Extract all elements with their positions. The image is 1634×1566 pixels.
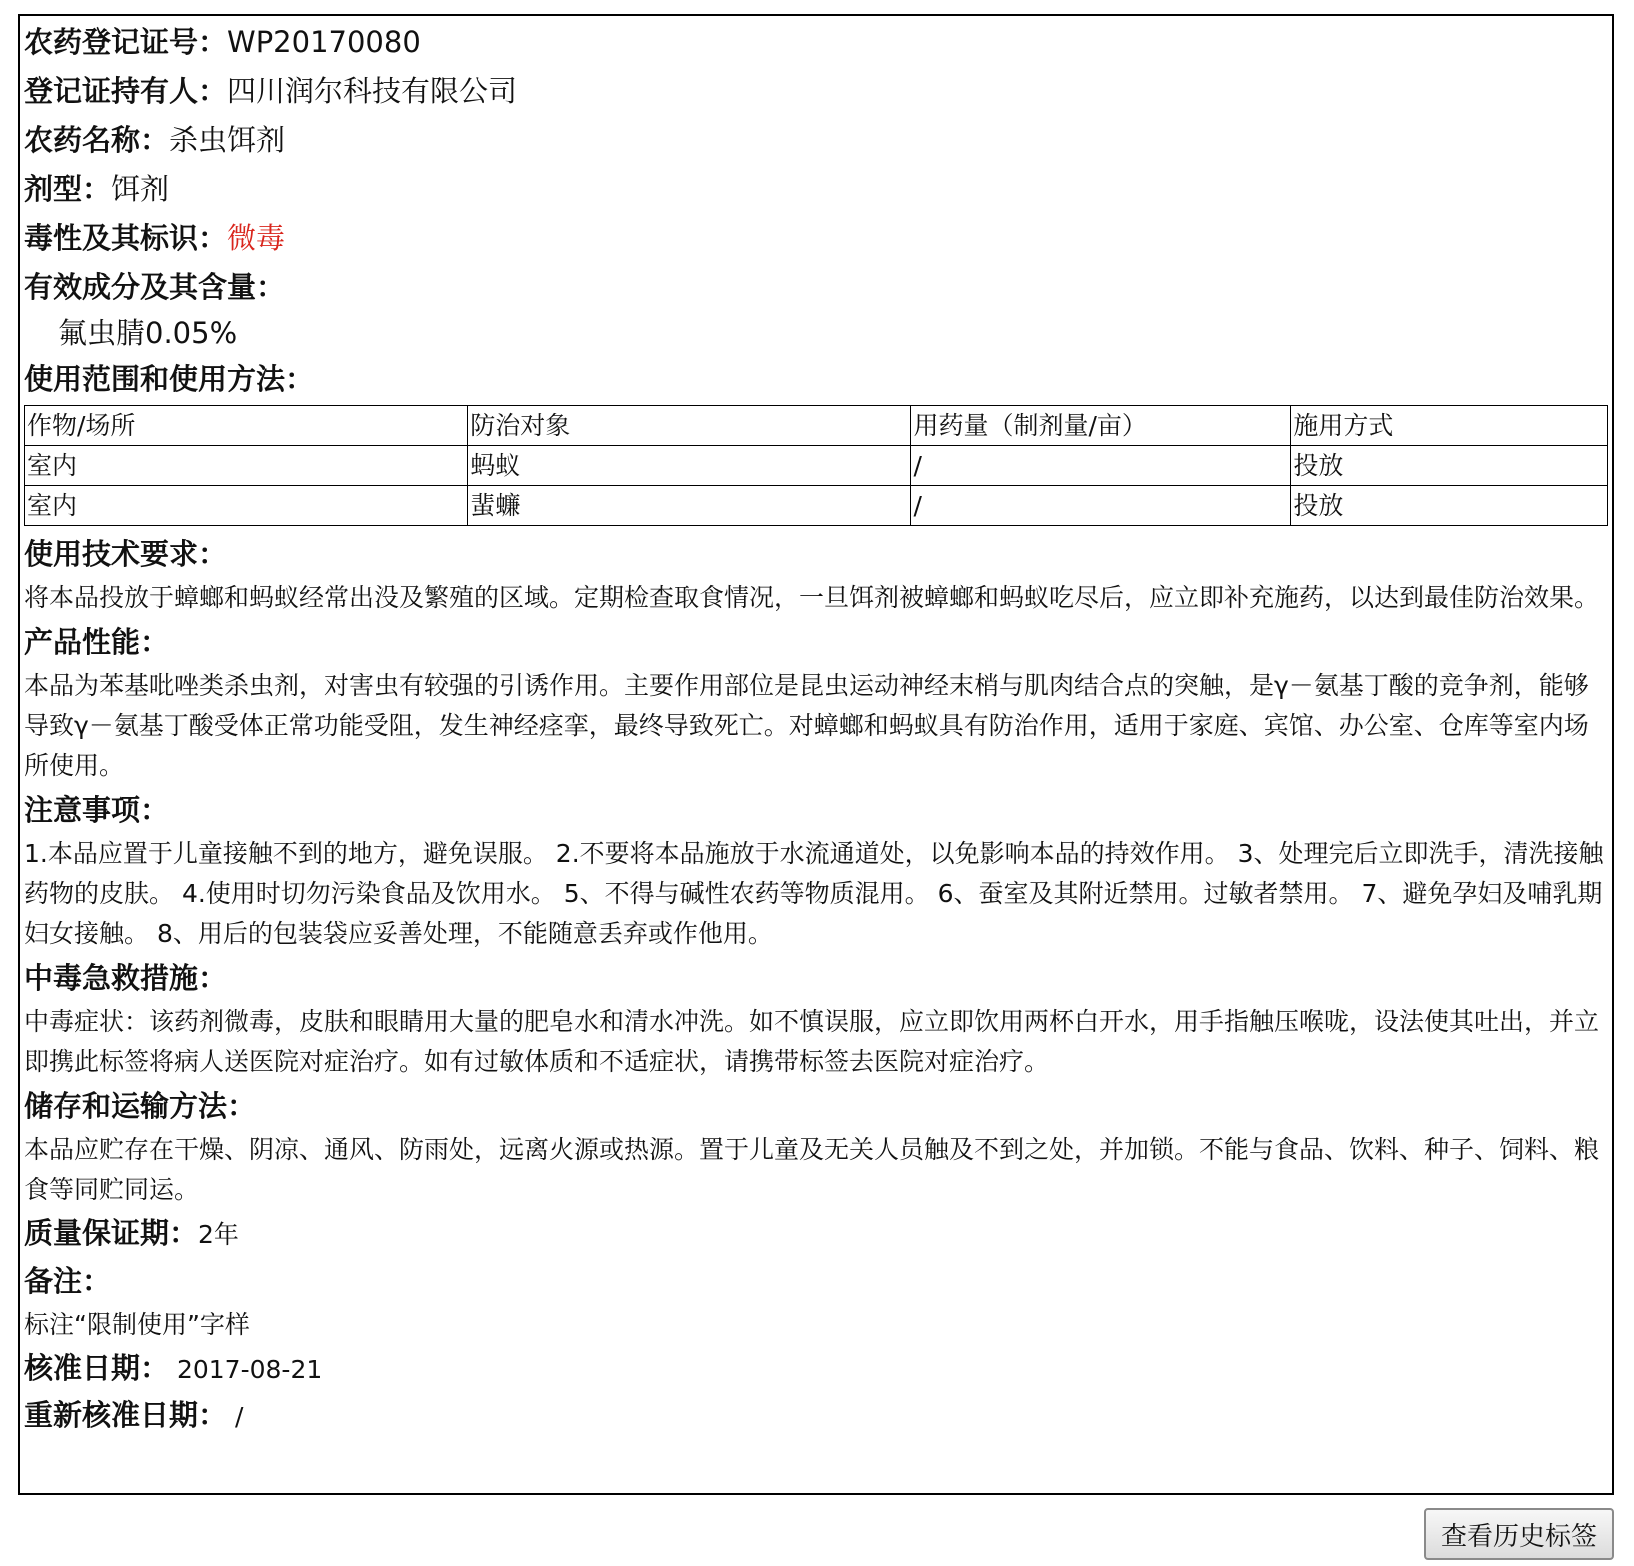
usage-header-dosage: 用药量（制剂量/亩）	[911, 406, 1291, 446]
reapproval-date-row	[24, 1392, 1608, 1439]
usage-table-header-row	[25, 406, 1608, 446]
performance-text: 本品为苯基吡唑类杀虫剂，对害虫有较强的引诱作用。主要作用部位是昆虫运动神经末梢与肌肉结合点的突触，是γ－氨基丁酸的竞争剂，能够导致γ－氨基丁酸受体正常功能受阻，发生神经痉挛，最终导致死亡。对蟑螂和蚂蚁具有防治作用，适用于家庭、宾馆、办公室、仓库等室内场所使用。	[24, 671, 1589, 780]
ingredients-value: 氟虫腈0.05%	[58, 316, 238, 350]
storage-heading: 储存和运输方法：	[24, 1089, 257, 1123]
pesticide-label-panel	[18, 14, 1614, 1495]
shelf-life-row	[24, 1210, 1608, 1257]
usage-cell-dosage: /	[911, 446, 1291, 486]
holder-label: 登记证持有人：	[24, 74, 228, 108]
formulation-row	[24, 165, 1608, 214]
usage-header-method: 施用方式	[1291, 406, 1608, 446]
first-aid-heading: 中毒急救措施：	[24, 961, 228, 995]
approval-date-label: 核准日期：	[24, 1351, 170, 1385]
ingredients-heading: 有效成分及其含量：	[24, 270, 286, 304]
usage-cell-crop: 室内	[25, 446, 468, 486]
view-history-labels-button[interactable]: 查看历史标签	[1424, 1508, 1614, 1560]
usage-header-target: 防治对象	[468, 406, 911, 446]
approval-date-row	[24, 1345, 1608, 1392]
usage-heading: 使用范围和使用方法：	[24, 362, 315, 396]
formulation-value: 饵剂	[111, 172, 170, 206]
table-row	[25, 486, 1608, 526]
precautions-heading: 注意事项：	[24, 793, 170, 827]
usage-cell-dosage: /	[911, 486, 1291, 526]
usage-table	[24, 405, 1608, 526]
first-aid-text: 中毒症状：该药剂微毒，皮肤和眼睛用大量的肥皂水和清水冲洗。如不慎误服，应立即饮用两杯白开水，用手指触压喉咙，设法使其吐出，并立即携此标签将病人送医院对症治疗。如有过敏体质和不适症状，请携带标签去医院对症治疗。	[24, 1007, 1600, 1076]
remarks-text: 标注“限制使用”字样	[24, 1310, 250, 1339]
tech-requirements-text: 将本品投放于蟑螂和蚂蚁经常出没及繁殖的区域。定期检查取食情况，一旦饵剂被蟑螂和蚂蚁吃尽后，应立即补充施药，以达到最佳防治效果。	[24, 583, 1600, 612]
reapproval-date-value: /	[227, 1402, 244, 1431]
pesticide-name-value: 杀虫饵剂	[169, 123, 286, 157]
pesticide-name-row	[24, 116, 1608, 165]
registration-number-row	[24, 18, 1608, 67]
toxicity-row	[24, 214, 1608, 263]
shelf-life-value: 2年	[198, 1220, 239, 1249]
usage-cell-crop: 室内	[25, 486, 468, 526]
toxicity-value: 微毒	[227, 221, 286, 255]
performance-heading: 产品性能：	[24, 625, 170, 659]
usage-cell-target: 蜚蠊	[468, 486, 911, 526]
holder-row	[24, 67, 1608, 116]
usage-cell-target: 蚂蚁	[468, 446, 911, 486]
formulation-label: 剂型：	[24, 172, 112, 206]
remarks-heading: 备注：	[24, 1264, 112, 1298]
precautions-text: 1.本品应置于儿童接触不到的地方，避免误服。 2.不要将本品施放于水流通道处，以免影响本品的持效作用。 3、处理完后立即洗手，清洗接触药物的皮肤。 4.使用时切勿污染食品及饮用水。 5、不得与碱性农药等物质混用。 6、蚕室及其附近禁用。过敏者禁用。 7、避免孕妇及哺乳期妇女接触。 8、用后的包装袋应妥善处理，不能随意丢弃或作他用。	[24, 839, 1604, 948]
toxicity-label: 毒性及其标识：	[24, 221, 228, 255]
registration-number-value: WP20170080	[227, 25, 421, 59]
registration-number-label: 农药登记证号：	[24, 25, 228, 59]
holder-value: 四川润尔科技有限公司	[227, 74, 518, 108]
shelf-life-label: 质量保证期：	[24, 1216, 199, 1250]
table-row	[25, 446, 1608, 486]
storage-text: 本品应贮存在干燥、阴凉、通风、防雨处，远离火源或热源。置于儿童及无关人员触及不到之处，并加锁。不能与食品、饮料、种子、饲料、粮食等同贮同运。	[24, 1135, 1600, 1204]
usage-cell-method: 投放	[1291, 486, 1608, 526]
pesticide-name-label: 农药名称：	[24, 123, 170, 157]
reapproval-date-label: 重新核准日期：	[24, 1398, 228, 1432]
approval-date-value: 2017-08-21	[169, 1355, 323, 1384]
tech-requirements-heading: 使用技术要求：	[24, 537, 228, 571]
usage-cell-method: 投放	[1291, 446, 1608, 486]
usage-header-crop: 作物/场所	[25, 406, 468, 446]
